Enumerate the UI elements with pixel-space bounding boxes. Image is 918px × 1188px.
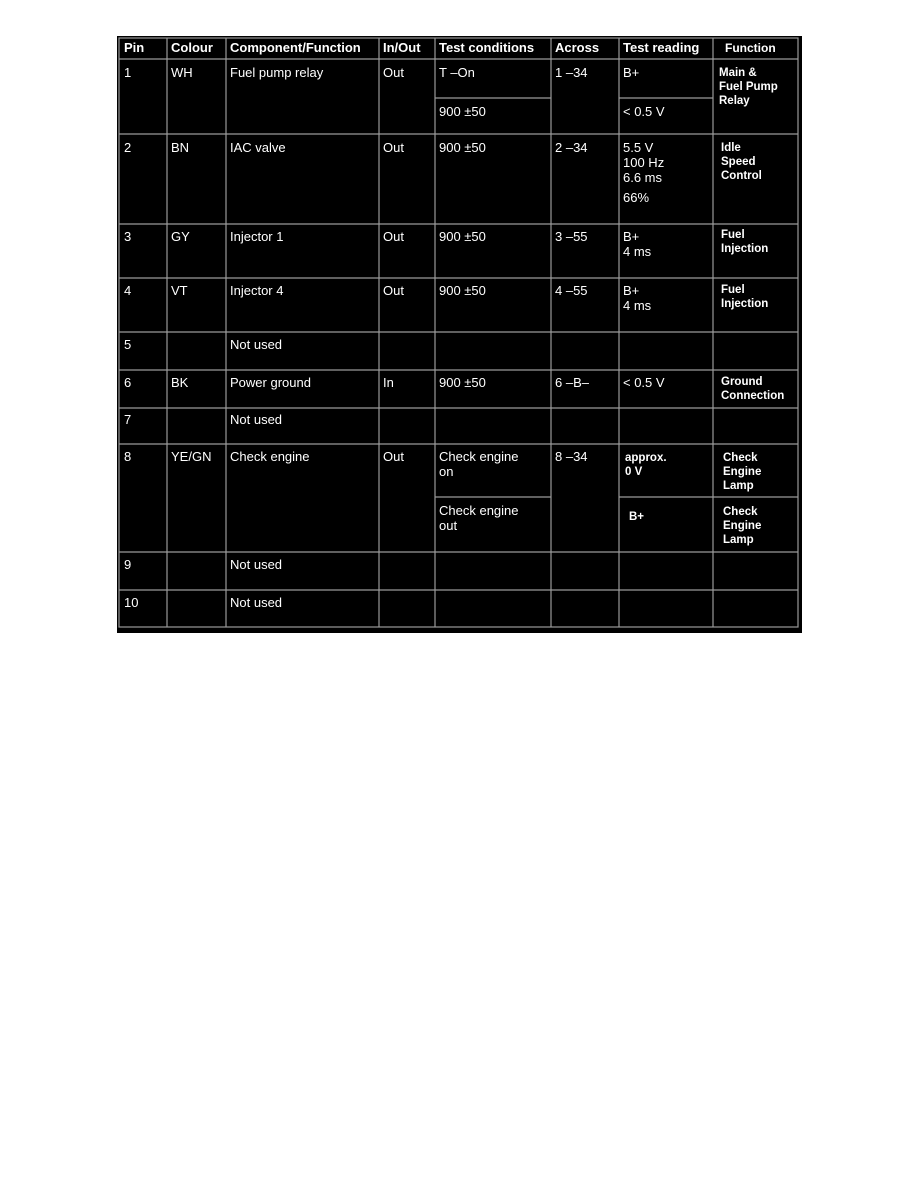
row-4-across: 4 –55 bbox=[555, 283, 588, 298]
row-3-condition: 900 ±50 bbox=[439, 229, 486, 244]
row-7-component: Not used bbox=[230, 412, 283, 427]
header-test-reading: Test reading bbox=[623, 40, 700, 55]
row-4-condition: 900 ±50 bbox=[439, 283, 486, 298]
row-1-inout: Out bbox=[383, 65, 404, 80]
row-6-reading: < 0.5 V bbox=[623, 375, 665, 390]
row-9-pin: 9 bbox=[124, 557, 132, 572]
row-6-function: Ground Connection bbox=[721, 376, 785, 402]
row-8-pin: 8 bbox=[124, 449, 132, 464]
header-test-conditions: Test conditions bbox=[439, 40, 535, 55]
row-9-component: Not used bbox=[230, 557, 283, 572]
row-8-colour: YE/GN bbox=[171, 449, 212, 464]
row-3-across: 3 –55 bbox=[555, 229, 588, 244]
row-1-condition-2: 900 ±50 bbox=[439, 104, 486, 119]
row-4-function: Fuel Injection bbox=[721, 284, 769, 310]
row-10-pin: 10 bbox=[124, 595, 139, 610]
row-8-function-1: Check Engine Lamp bbox=[723, 452, 762, 492]
row-5-pin: 5 bbox=[124, 337, 132, 352]
row-10-component: Not used bbox=[230, 595, 283, 610]
row-1-pin: 1 bbox=[124, 65, 132, 80]
row-5-component: Not used bbox=[230, 337, 283, 352]
row-8-component: Check engine bbox=[230, 449, 310, 464]
row-8-reading-2: B+ bbox=[629, 511, 645, 523]
row-4-component: Injector 4 bbox=[230, 283, 284, 298]
row-1-reading-2: < 0.5 V bbox=[623, 104, 665, 119]
row-6-inout: In bbox=[383, 375, 394, 390]
row-1-across: 1 –34 bbox=[555, 65, 588, 80]
row-2-component: IAC valve bbox=[230, 140, 286, 155]
row-6-across: 6 –B– bbox=[555, 375, 589, 390]
row-4-pin: 4 bbox=[124, 283, 132, 298]
row-1-condition-1: T –On bbox=[439, 65, 475, 80]
row-3-colour: GY bbox=[171, 229, 190, 244]
row-1-function: Main & Fuel Pump Relay bbox=[719, 67, 778, 107]
header-colour: Colour bbox=[171, 40, 213, 55]
row-1-colour: WH bbox=[171, 65, 193, 80]
row-2-function: Idle Speed Control bbox=[721, 142, 762, 182]
row-3-reading: B+ 4 ms bbox=[623, 229, 652, 259]
row-6-condition: 900 ±50 bbox=[439, 375, 486, 390]
pin-table bbox=[117, 36, 802, 633]
row-2-pin: 2 bbox=[124, 140, 132, 155]
header-inout: In/Out bbox=[383, 40, 421, 55]
row-4-colour: VT bbox=[171, 283, 188, 298]
row-3-function: Fuel Injection bbox=[721, 229, 769, 255]
row-2-inout: Out bbox=[383, 140, 404, 155]
row-8-across: 8 –34 bbox=[555, 449, 588, 464]
row-4-reading: B+ 4 ms bbox=[623, 283, 652, 313]
row-4-inout: Out bbox=[383, 283, 404, 298]
header-function: Function bbox=[725, 41, 776, 55]
row-8-condition-2: Check engine out bbox=[439, 503, 519, 533]
header-across: Across bbox=[555, 40, 600, 55]
table-grid-lines bbox=[117, 36, 802, 633]
row-3-pin: 3 bbox=[124, 229, 132, 244]
row-8-function-2: Check Engine Lamp bbox=[723, 506, 762, 546]
row-6-colour: BK bbox=[171, 375, 189, 390]
row-8-inout: Out bbox=[383, 449, 404, 464]
row-2-reading-2: 66% bbox=[623, 190, 650, 205]
row-3-inout: Out bbox=[383, 229, 404, 244]
row-3-component: Injector 1 bbox=[230, 229, 284, 244]
row-2-across: 2 –34 bbox=[555, 140, 588, 155]
header-pin: Pin bbox=[124, 40, 145, 55]
row-6-component: Power ground bbox=[230, 375, 311, 390]
row-8-condition-1: Check engine on bbox=[439, 449, 519, 479]
row-1-reading-1: B+ bbox=[623, 65, 640, 80]
row-1-component: Fuel pump relay bbox=[230, 65, 324, 80]
row-6-pin: 6 bbox=[124, 375, 132, 390]
row-7-pin: 7 bbox=[124, 412, 132, 427]
header-component: Component/Function bbox=[230, 40, 361, 55]
row-2-condition: 900 ±50 bbox=[439, 140, 486, 155]
row-8-reading-1: approx. 0 V bbox=[625, 452, 667, 478]
row-2-colour: BN bbox=[171, 140, 190, 155]
row-2-reading-1: 5.5 V 100 Hz 6.6 ms bbox=[623, 140, 665, 185]
